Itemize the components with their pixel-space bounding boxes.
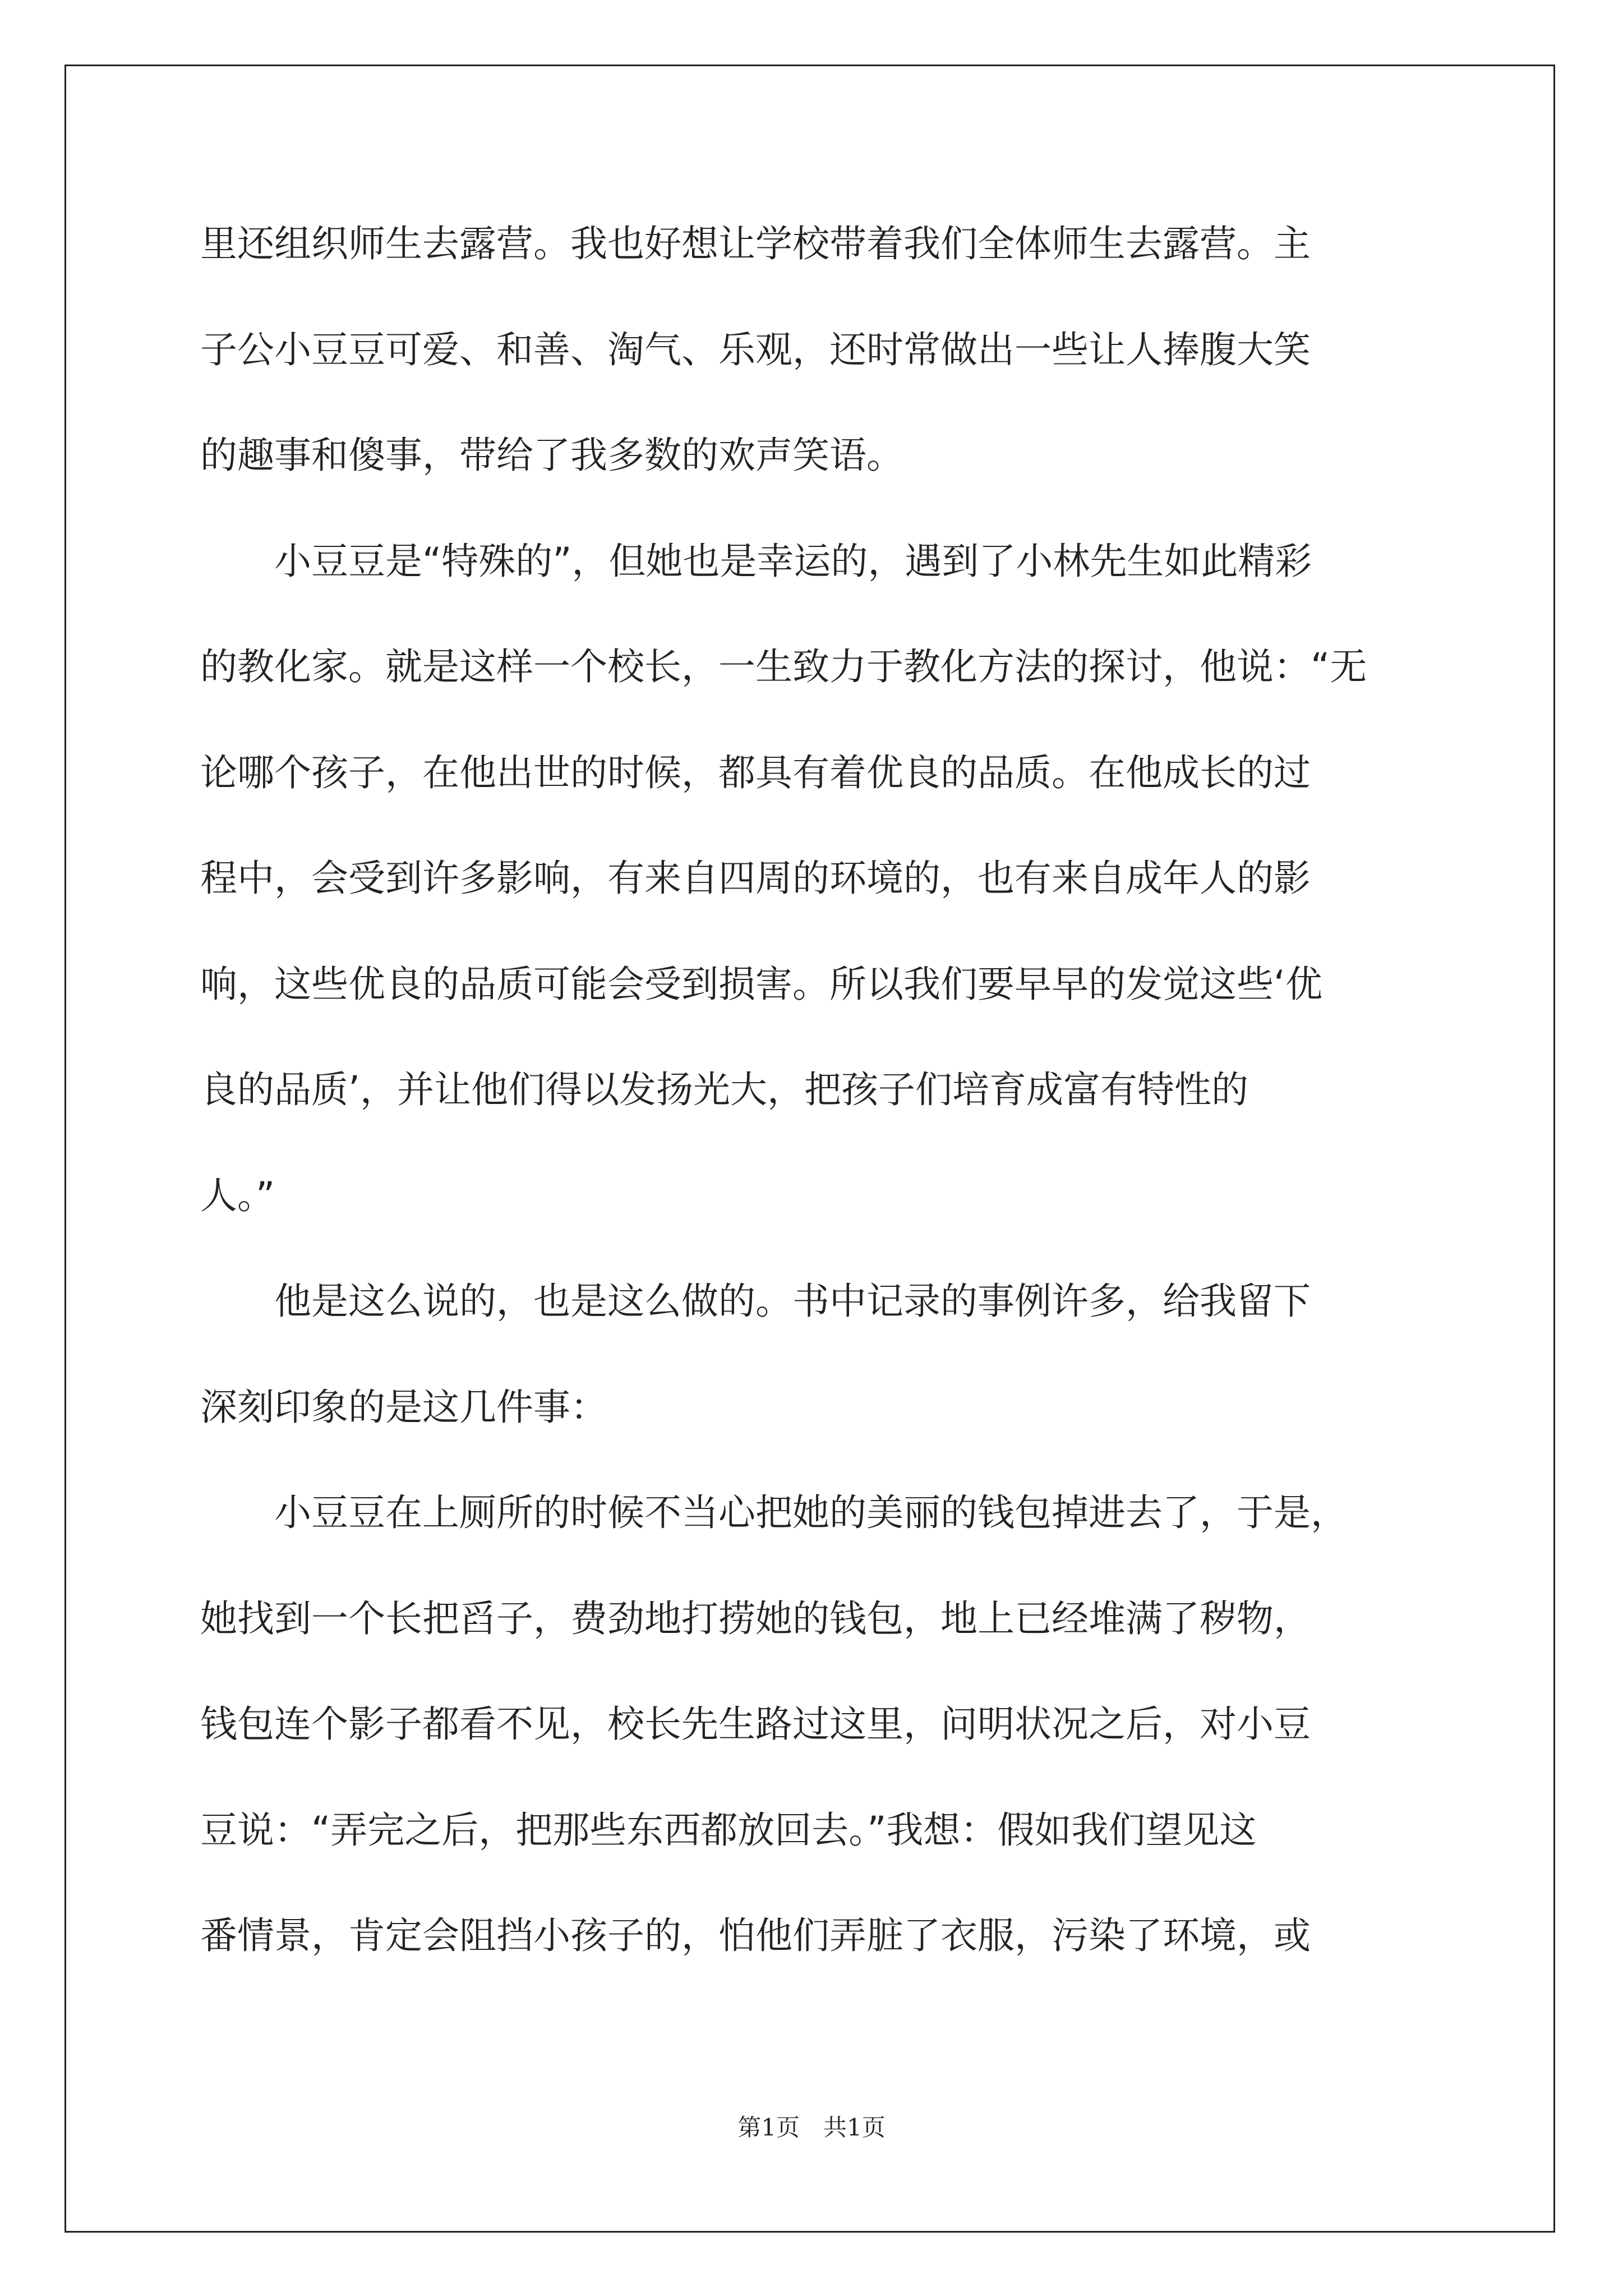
text-line: 里还组织师生去露营。我也好想让学校带着我们全体师生去露营。主	[200, 222, 1311, 265]
text-line: 她找到一个长把舀子，费劲地打捞她的钱包，地上已经堆满了秽物，	[200, 1596, 1311, 1640]
text-line: 子公小豆豆可爱、和善、淘气、乐观，还时常做出一些让人捧腹大笑	[200, 328, 1311, 371]
text-line: 的趣事和傻事，带给了我多数的欢声笑语。	[200, 434, 903, 477]
text-line: 的教化家。就是这样一个校长，一生致力于教化方法的探讨，他说：“无	[200, 645, 1367, 688]
text-line: 程中，会受到许多影响，有来自四周的环境的，也有来自成年人的影	[200, 857, 1311, 900]
page-footer: 第1页 共1页	[737, 2114, 886, 2141]
text-line: 小豆豆是“特殊的”，但她也是幸运的，遇到了小林先生如此精彩	[274, 539, 1312, 583]
text-line: 响，这些优良的品质可能会受到损害。所以我们要早早的发觉这些‘优	[200, 962, 1322, 1006]
text-line: 人。”	[200, 1174, 275, 1217]
text-line: 论哪个孩子，在他出世的时候，都具有着优良的品质。在他成长的过	[200, 751, 1311, 794]
text-line: 良的品质’，并让他们得以发扬光大，把孩子们培育成富有特性的	[200, 1068, 1248, 1111]
text-line: 深刻印象的是这几件事：	[200, 1385, 607, 1429]
text-line: 豆说：“弄完之后，把那些东西都放回去。”我想：假如我们望见这	[200, 1808, 1257, 1852]
document-body	[200, 224, 1434, 2022]
text-line: 他是这么说的，也是这么做的。书中记录的事例许多，给我留下	[274, 1280, 1311, 1323]
text-line: 钱包连个影子都看不见，校长先生路过这里，问明状况之后，对小豆	[200, 1703, 1311, 1746]
text-line: 番情景，肯定会阻挡小孩子的，怕他们弄脏了衣服，污染了环境，或	[200, 1914, 1311, 1957]
text-line: 小豆豆在上厕所的时候不当心把她的美丽的钱包掉进去了，于是，	[274, 1491, 1348, 1534]
